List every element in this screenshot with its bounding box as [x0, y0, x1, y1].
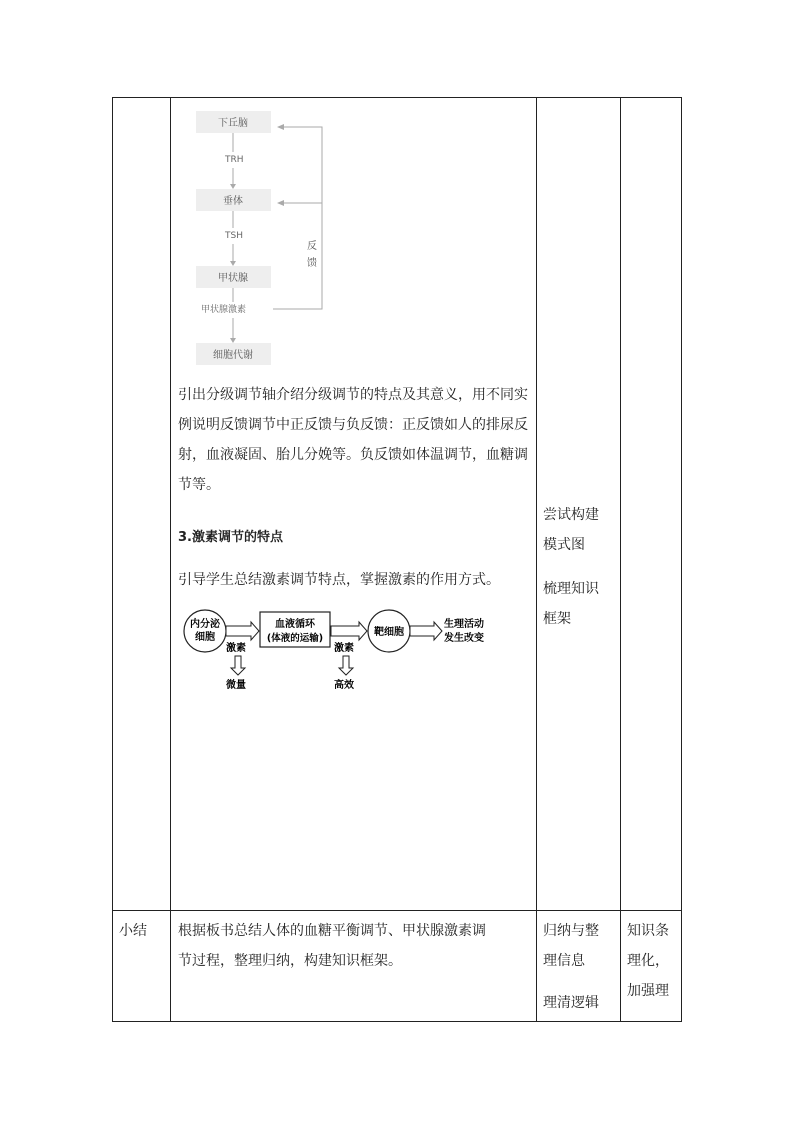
paragraph-line: 引出分级调节轴介绍分级调节的特点及其意义，用不同实: [178, 387, 528, 403]
lesson-plan-table: [112, 97, 682, 1022]
summary-paragraph: [178, 916, 538, 976]
arrow-head: [230, 184, 236, 189]
intent-line: 加强理: [627, 983, 669, 999]
activity-line: 归纳与整: [543, 923, 599, 939]
student-activity-cell: [537, 911, 621, 1022]
activity-line: 尝试构建: [543, 507, 599, 523]
section-cell: [113, 98, 171, 911]
blood-circulation-label-2: (体液的运输): [266, 633, 324, 644]
arrow-head: [277, 200, 284, 206]
arrow-head: [277, 124, 284, 130]
design-intent-cell: [621, 911, 682, 1022]
arrow-head: [230, 261, 236, 266]
activity-line: 梳理知识: [543, 581, 599, 597]
result-label-2: 发生改变: [444, 633, 484, 644]
section-cell: [113, 911, 171, 1022]
student-activity-cell: [537, 98, 621, 911]
trait-trace-amount: 微量: [226, 680, 246, 691]
paragraph-line: 例说明反馈调节中正反馈与负反馈：正反馈如人的排尿反: [178, 417, 528, 433]
summary-activity-text: [543, 916, 599, 976]
gland-cell-label-1: 内分泌: [190, 619, 220, 630]
node-hypothalamus: 下丘脑: [218, 118, 248, 129]
hollow-arrow: [226, 622, 259, 640]
edge-label-tsh: TSH: [225, 231, 243, 241]
node-pituitary: 垂体: [223, 196, 243, 207]
arrow-head: [230, 338, 236, 343]
table-row: [113, 911, 682, 1022]
trait-high-efficiency: 高效: [334, 680, 354, 691]
gland-cell-circle: [184, 610, 226, 652]
content-cell: [171, 98, 537, 911]
section-heading: 3.激素调节的特点: [178, 530, 283, 545]
feedback-label-2: 馈: [307, 258, 317, 269]
feedback-label-1: 反: [307, 241, 317, 252]
target-cell-label: 靶细胞: [374, 627, 404, 638]
activity-line: 理信息: [543, 953, 585, 969]
blood-circulation-label-1: 血液循环: [275, 619, 315, 630]
intent-line: 知识条: [627, 923, 669, 939]
design-intent-cell: [621, 98, 682, 911]
edge-label-thyroid-hormone: 甲状腺激素: [201, 305, 247, 315]
paragraph-line: 节过程，整理归纳，构建知识框架。: [178, 953, 402, 969]
node-thyroid: 甲状腺: [218, 273, 248, 284]
down-hollow-arrow: [231, 656, 245, 675]
paragraph-line: 节等。: [178, 477, 220, 493]
hollow-arrow: [331, 622, 367, 640]
student-activity-text-2: [543, 574, 599, 634]
hormone-action-diagram: [179, 608, 509, 698]
paragraph-line: 射，血液凝固、胎儿分娩等。负反馈如体温调节，血糖调: [178, 447, 528, 463]
section-title: 小结: [119, 923, 147, 939]
edge-label-trh: TRH: [225, 155, 244, 165]
feedback-regulation-diagram: [191, 106, 341, 366]
summary-activity-text-2: 理清逻辑: [543, 995, 599, 1011]
paragraph-line: 根据板书总结人体的血糖平衡调节、甲状腺激素调: [178, 923, 486, 939]
activity-line: 框架: [543, 611, 571, 627]
content-cell: [171, 911, 537, 1022]
guidance-paragraph: 引导学生总结激素调节特点，掌握激素的作用方式。: [178, 572, 500, 588]
intro-paragraph: [178, 380, 538, 500]
gland-cell-label-2: 细胞: [195, 632, 215, 643]
result-label-1: 生理活动: [444, 619, 484, 630]
intent-line: 理化，: [627, 953, 669, 969]
activity-line: 模式图: [543, 537, 585, 553]
node-cell-metabolism: 细胞代谢: [213, 350, 253, 361]
hormone-label-2: 激素: [334, 643, 354, 654]
table-row: [113, 98, 682, 911]
down-hollow-arrow: [339, 656, 353, 675]
feedback-line: [273, 127, 322, 309]
hormone-label-1: 激素: [226, 643, 246, 654]
hollow-arrow: [410, 622, 442, 640]
student-activity-text: [543, 500, 599, 560]
design-intent-text: [627, 916, 669, 1006]
